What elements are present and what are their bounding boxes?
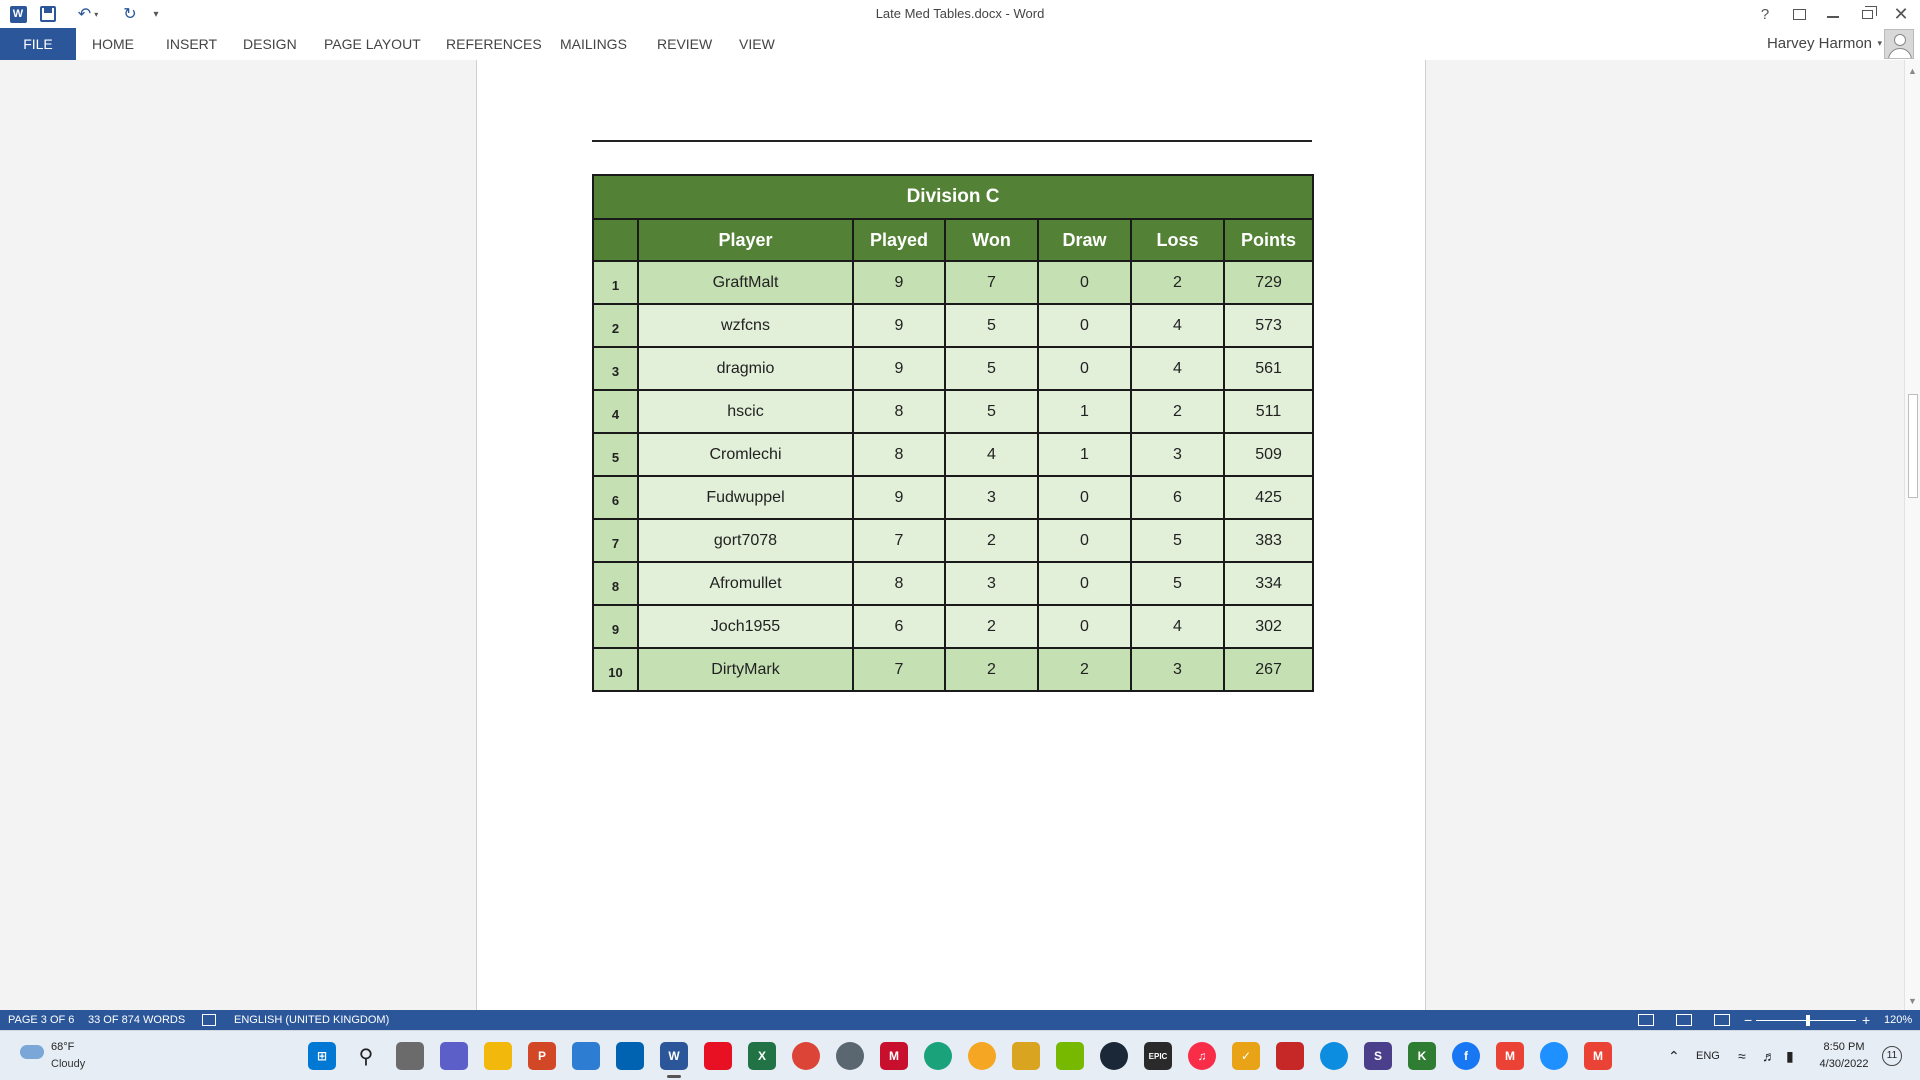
tab-review[interactable]: REVIEW [657, 36, 713, 52]
zoom-out-icon[interactable]: − [1744, 1012, 1753, 1028]
word-app-icon: W [10, 6, 27, 23]
cell-rank[interactable]: 3 [593, 347, 638, 390]
scrollbar-thumb[interactable] [1908, 394, 1918, 498]
cell-draw[interactable]: 0 [1038, 347, 1131, 390]
file-explorer-icon[interactable] [484, 1042, 512, 1070]
web-layout-icon[interactable] [1714, 1014, 1730, 1026]
gmail-secondary-icon[interactable]: M [1584, 1042, 1612, 1070]
cell-played[interactable]: 7 [853, 519, 945, 562]
save-icon[interactable] [36, 0, 60, 28]
input-language[interactable]: ENG [1696, 1050, 1720, 1062]
zoom-in-icon[interactable]: + [1862, 1012, 1871, 1028]
cell-rank[interactable]: 1 [593, 261, 638, 304]
wifi-icon[interactable]: ≈ [1738, 1048, 1746, 1064]
weather-temperature[interactable]: 68°F [51, 1041, 75, 1053]
nvidia-icon[interactable] [1056, 1042, 1084, 1070]
k-app-icon[interactable]: K [1408, 1042, 1436, 1070]
game-app-icon[interactable] [968, 1042, 996, 1070]
steam-icon[interactable] [1100, 1042, 1128, 1070]
task-view-icon[interactable] [396, 1042, 424, 1070]
ribbon-tabs [0, 28, 1920, 60]
cell-points[interactable]: 302 [1224, 605, 1313, 648]
teams-chat-icon[interactable] [440, 1042, 468, 1070]
word-taskbar-icon[interactable]: W [660, 1042, 688, 1070]
store-icon[interactable] [616, 1042, 644, 1070]
cloud-icon[interactable] [20, 1045, 44, 1059]
cell-loss[interactable]: 2 [1131, 261, 1224, 304]
lightbulb-icon[interactable] [1540, 1042, 1568, 1070]
read-mode-icon[interactable] [1638, 1014, 1654, 1026]
cell-draw[interactable]: 1 [1038, 433, 1131, 476]
language-indicator[interactable]: ENGLISH (UNITED KINGDOM) [234, 1014, 390, 1026]
redo-icon[interactable]: ↻ [123, 6, 137, 23]
minimize-button[interactable] [1816, 0, 1850, 28]
clock-date[interactable]: 4/30/2022 [1819, 1058, 1869, 1070]
cell-won[interactable]: 3 [945, 476, 1038, 519]
cell-played[interactable]: 8 [853, 390, 945, 433]
cell-draw[interactable]: 0 [1038, 304, 1131, 347]
column-header-played: Played [853, 219, 945, 261]
cell-won[interactable]: 7 [945, 261, 1038, 304]
document-page[interactable] [476, 60, 1426, 1010]
gift-app-icon[interactable] [704, 1042, 732, 1070]
cell-player[interactable]: dragmio [638, 347, 853, 390]
weather-condition[interactable]: Cloudy [51, 1058, 86, 1070]
help-icon[interactable]: ? [1760, 5, 1770, 23]
table-row [593, 519, 1313, 562]
tab-home[interactable]: HOME [92, 36, 134, 52]
print-layout-icon[interactable] [1676, 1014, 1692, 1026]
user-name[interactable]: Harvey Harmon [1766, 35, 1872, 52]
brain-app-icon[interactable] [924, 1042, 952, 1070]
notes-app-icon[interactable] [1012, 1042, 1040, 1070]
cell-rank[interactable]: 7 [593, 519, 638, 562]
cell-played[interactable]: 9 [853, 261, 945, 304]
calendar-app-icon[interactable] [1276, 1042, 1304, 1070]
clock-time[interactable]: 8:50 PM [1823, 1041, 1865, 1053]
cell-player[interactable]: hscic [638, 390, 853, 433]
cell-points[interactable]: 511 [1224, 390, 1313, 433]
cell-rank[interactable]: 5 [593, 433, 638, 476]
table-row [593, 605, 1313, 648]
cell-loss[interactable]: 4 [1131, 304, 1224, 347]
cell-won[interactable]: 2 [945, 519, 1038, 562]
cell-won[interactable]: 3 [945, 562, 1038, 605]
search-icon[interactable]: ⚲ [358, 1045, 374, 1068]
gmail-icon[interactable]: M [1496, 1042, 1524, 1070]
cell-draw[interactable]: 1 [1038, 390, 1131, 433]
customize-quick-access-icon[interactable]: ▾ [153, 8, 159, 20]
tab-design[interactable]: DESIGN [243, 36, 297, 52]
proofing-icon[interactable] [202, 1014, 216, 1026]
cell-draw[interactable]: 2 [1038, 648, 1131, 691]
table-title: Division C [593, 175, 1313, 219]
column-header-points: Points [1224, 219, 1313, 261]
tab-file[interactable]: FILE [0, 28, 76, 60]
status-bar [0, 1010, 1920, 1030]
cell-player[interactable]: gort7078 [638, 519, 853, 562]
document-title: Late Med Tables.docx - Word [875, 6, 1045, 21]
vertical-scrollbar[interactable] [1904, 60, 1920, 1010]
table-row [593, 304, 1313, 347]
close-button[interactable]: ✕ [1893, 3, 1909, 24]
s-app-icon[interactable]: S [1364, 1042, 1392, 1070]
cell-points[interactable]: 334 [1224, 562, 1313, 605]
cell-loss[interactable]: 6 [1131, 476, 1224, 519]
zoom-level[interactable]: 120% [1884, 1014, 1913, 1026]
word-logo[interactable] [6, 0, 30, 28]
cell-loss[interactable]: 5 [1131, 562, 1224, 605]
scroll-up-icon[interactable]: ▲ [1908, 66, 1917, 76]
cell-points[interactable]: 425 [1224, 476, 1313, 519]
cell-player[interactable]: DirtyMark [638, 648, 853, 691]
cell-won[interactable]: 4 [945, 433, 1038, 476]
cell-rank[interactable]: 4 [593, 390, 638, 433]
standings-table[interactable] [592, 174, 1314, 692]
scroll-down-icon[interactable]: ▼ [1908, 996, 1917, 1006]
tab-view[interactable]: VIEW [739, 36, 775, 52]
table-row [593, 433, 1313, 476]
cell-player[interactable]: Afromullet [638, 562, 853, 605]
cell-rank[interactable]: 9 [593, 605, 638, 648]
user-menu-chevron-icon[interactable]: ▾ [1877, 38, 1882, 48]
settings-gear-icon[interactable] [836, 1042, 864, 1070]
taskbar [0, 1030, 1920, 1080]
cell-loss[interactable]: 4 [1131, 347, 1224, 390]
column-header-draw: Draw [1038, 219, 1131, 261]
cell-points[interactable]: 561 [1224, 347, 1313, 390]
cell-points[interactable]: 267 [1224, 648, 1313, 691]
cell-points[interactable]: 729 [1224, 261, 1313, 304]
cell-won[interactable]: 5 [945, 390, 1038, 433]
table-row [593, 648, 1313, 691]
table-header-row [593, 219, 1313, 261]
cell-player[interactable]: GraftMalt [638, 261, 853, 304]
excel-icon[interactable]: X [748, 1042, 776, 1070]
restore-button[interactable] [1850, 0, 1884, 28]
cell-draw[interactable]: 0 [1038, 605, 1131, 648]
cell-player[interactable]: Fudwuppel [638, 476, 853, 519]
column-header-player: Player [638, 219, 853, 261]
zoom-slider-thumb[interactable] [1806, 1015, 1810, 1026]
cell-played[interactable]: 8 [853, 433, 945, 476]
column-header-rank [593, 219, 638, 261]
tab-mailings[interactable]: MAILINGS [560, 36, 627, 52]
itunes-icon[interactable]: ♫ [1188, 1042, 1216, 1070]
cell-played[interactable]: 9 [853, 304, 945, 347]
cell-player[interactable]: Cromlechi [638, 433, 853, 476]
title-bar [0, 0, 1920, 28]
cell-played[interactable]: 7 [853, 648, 945, 691]
windows-start-icon[interactable]: ⊞ [308, 1042, 336, 1070]
cell-rank[interactable]: 6 [593, 476, 638, 519]
cell-draw[interactable]: 0 [1038, 261, 1131, 304]
cell-played[interactable]: 8 [853, 562, 945, 605]
horizontal-rule [592, 140, 1312, 142]
battery-icon[interactable]: ▮ [1786, 1048, 1794, 1064]
table-row [593, 347, 1313, 390]
norton-icon[interactable]: ✓ [1232, 1042, 1260, 1070]
active-app-indicator [667, 1075, 681, 1078]
photos-icon[interactable] [572, 1042, 600, 1070]
cell-rank[interactable]: 2 [593, 304, 638, 347]
cell-won[interactable]: 2 [945, 605, 1038, 648]
cell-won[interactable]: 5 [945, 347, 1038, 390]
document-area [0, 60, 1904, 1010]
cell-loss[interactable]: 5 [1131, 519, 1224, 562]
column-header-won: Won [945, 219, 1038, 261]
cell-points[interactable]: 509 [1224, 433, 1313, 476]
epic-games-icon[interactable]: EPIC [1144, 1042, 1172, 1070]
cell-loss[interactable]: 3 [1131, 648, 1224, 691]
table-row [593, 261, 1313, 304]
cell-player[interactable]: wzfcns [638, 304, 853, 347]
cell-loss[interactable]: 3 [1131, 433, 1224, 476]
facebook-icon[interactable]: f [1452, 1042, 1480, 1070]
cell-rank[interactable]: 8 [593, 562, 638, 605]
cell-won[interactable]: 2 [945, 648, 1038, 691]
powerpoint-icon[interactable]: P [528, 1042, 556, 1070]
cell-won[interactable]: 5 [945, 304, 1038, 347]
chrome-icon[interactable] [792, 1042, 820, 1070]
edge-icon[interactable] [1320, 1042, 1348, 1070]
table-row [593, 562, 1313, 605]
tray-chevron-up-icon[interactable]: ⌃ [1668, 1048, 1680, 1064]
page-indicator[interactable]: PAGE 3 OF 6 [8, 1014, 75, 1026]
cell-player[interactable]: Joch1955 [638, 605, 853, 648]
table-row [593, 390, 1313, 433]
undo-icon[interactable]: ↶ ▾ [77, 6, 99, 23]
cell-loss[interactable]: 4 [1131, 605, 1224, 648]
column-header-loss: Loss [1131, 219, 1224, 261]
volume-icon[interactable]: ♬ [1762, 1048, 1776, 1064]
cell-draw[interactable]: 0 [1038, 519, 1131, 562]
tab-page-layout[interactable]: PAGE LAYOUT [324, 36, 421, 52]
cell-loss[interactable]: 2 [1131, 390, 1224, 433]
avatar[interactable] [1884, 29, 1914, 59]
cell-draw[interactable]: 0 [1038, 476, 1131, 519]
table-row [593, 476, 1313, 519]
cell-draw[interactable]: 0 [1038, 562, 1131, 605]
ribbon-display-options-icon[interactable] [1782, 0, 1816, 28]
tab-references[interactable]: REFERENCES [446, 36, 542, 52]
cell-points[interactable]: 383 [1224, 519, 1313, 562]
cell-played[interactable]: 9 [853, 347, 945, 390]
mcafee-icon[interactable]: M [880, 1042, 908, 1070]
word-count[interactable]: 33 OF 874 WORDS [88, 1014, 186, 1026]
notification-badge[interactable]: 11 [1882, 1046, 1902, 1066]
cell-played[interactable]: 6 [853, 605, 945, 648]
tab-insert[interactable]: INSERT [166, 36, 218, 52]
cell-points[interactable]: 573 [1224, 304, 1313, 347]
cell-rank[interactable]: 10 [593, 648, 638, 691]
cell-played[interactable]: 9 [853, 476, 945, 519]
